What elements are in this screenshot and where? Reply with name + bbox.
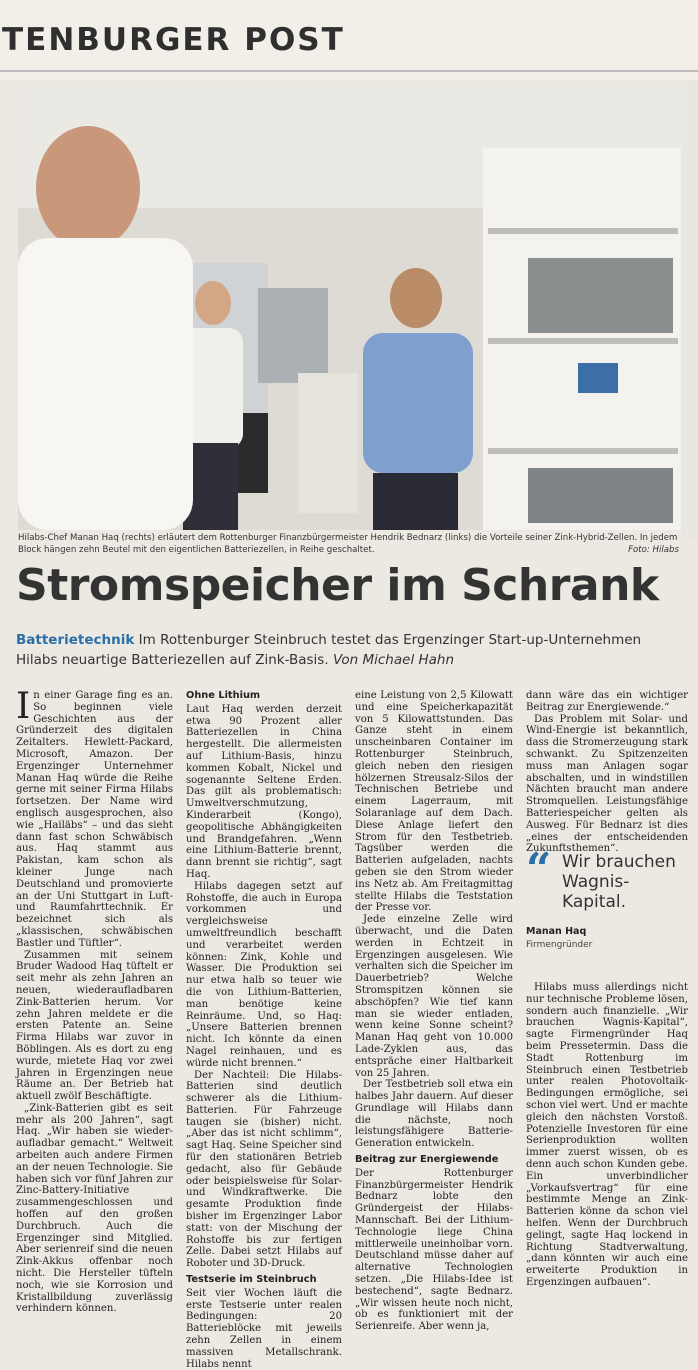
paragraph: Hilabs muss allerdings nicht nur technische Probleme lösen, sondern auch finanzielle. „Wir brauchen Wagnis-Kapital“, sagte Firmengründer Haq beim Pressetermin. Dass die Stadt Rottenburg im Steinbruch einen Testbetrieb unter realen Photovoltaik-Bedingungen ermögliche, sei schon viel wert. Und er machte gleich den nächsten Vorstoß. Potenzielle Investoren für eine Serienproduktion wollten immer zuerst wissen, ob es denn auch schon Kunden gebe. Ein unverbindlicher „Vorkaufsvertrag“ für eine bestimmte Menge an Zink-Batterien könne da schon viel helfen. Wenn der Durchbruch gelingt, sagte Haq lockend in Richtung Stadtverwaltung, „dann könnten wir auch eine erweiterte Produktion in Ergenzingen aufbauen“. [526,982,688,1288]
column-4 [526,690,688,855]
quote-author: Manan Haq [526,926,587,937]
paragraph: Das Problem mit Solar- und Wind-Energie ist bekanntlich, dass die Stromerzeugung stark schwankt. Zu Spitzenzeiten muss man Anlagen sogar abschalten, und in windstillen Nächten braucht man andere Stromquellen. Leistungsfähige Batteriespeicher gelten als Ausweg. Für Bednarz ist dies „eines der entscheidenden Zukunftsthemen“. [526,713,688,855]
headline: Stromspeicher im Schrank [16,560,659,611]
photo-credit: Foto: Hilabs [628,545,679,555]
article-photo [18,88,681,530]
quote-text: Wir brauchen Wagnis-Kapital. [562,852,676,912]
paragraph: Zusammen mit seinem Bruder Wadood Haq tüftelt er seit mehr als zehn Jahren an neuen, wiederaufladbaren Zink-Batterien herum. Vor zehn Jahren meldete er die ersten Patente an. Seine Firma Hilabs war zuvor in Böblingen. Als es dort zu eng wurde, mietete Haq vor zwei Jahren in Ergenzingen neue Räume an. Der Betrieb hat aktuell zwölf Beschäftigte. [16,949,173,1103]
quote-author-role: Firmengründer [526,940,593,950]
column-2 [186,690,342,1370]
paragraph: Seit vier Wochen läuft die erste Testserie unter realen Bedingungen: 20 Batterieblöcke mit jeweils zehn Zellen in einem massiven Metallschrank. Hilabs nennt [186,1287,342,1370]
lead-text: Im Rottenburger Steinbruch testet das Ergenzinger Start-up-Unternehmen Hilabs neuartige Batteriezellen auf Zink-Basis. [16,632,642,668]
paragraph: Hilabs dagegen setzt auf Rohstoffe, die auch in Europa vorkommen und vergleichsweise umweltfreundlich beschafft und verarbeitet werden können: Zink, Kohle und Wasser. Die Produktion sei nur etwa halb so teuer wie die von Lithium-Batterien, man benötige keine Reinräume. Und, so Haq: „Unsere Batterien brennen nicht. Ich könnte da einen Nagel reinhauen, und es würde nicht brennen.“ [186,880,342,1069]
quote-mark-icon: “ [526,844,552,895]
subheading: Ohne Lithium [186,690,261,701]
paragraph [16,686,173,950]
photo-illustration [18,88,681,530]
byline: Von Michael Hahn [332,652,455,668]
paragraph-text: n einer Garage fing es an. So beginnen viele Geschichten aus der Gründerzeit des digitalen Zeitalters. Hewlett-Packard, Microsoft, Amazon. Der Ergenzinger Unternehmer Manan Haq würde die Reihe gerne mit seiner Firma Hilabs fortsetzen. Der Name wird englisch ausgesprochen, also wie „Hailäbs“ – und das sieht dann fast schon Schwäbisch aus. Haq stammt aus Pakistan, kam schon als kleiner Junge nach Deutschland und promovierte an der Uni Stuttgart in Luft- und Raumfahrttechnik. Er bezeichnet sich als „klassischen, schwäbischen Bastler und Tüftler“. [16,690,173,949]
drop-cap: I [16,686,31,727]
newspaper-name: TENBURGER POST [2,22,345,58]
masthead-rule [0,70,698,72]
kicker: Batterietechnik [16,632,135,648]
photo-caption [18,532,681,556]
paragraph: Laut Haq werden derzeit etwa 90 Prozent aller Batteriezellen in China hergestellt. Die allermeisten auf Lithium-Basis, hinzu kommen Kobalt, Nickel und sogenannte Seltene Erden. Das gilt als problematisch: Umweltverschmutzung, Kinderarbeit (Kongo), geopolitische Abhängigkeiten und Brandgefahren. „Wenn eine Lithium-Batterie brennt, dann brennt sie richtig“, sagt Haq. [186,703,342,880]
side-teaser-strip [681,80,698,540]
caption-text: Hilabs-Chef Manan Haq (rechts) erläutert dem Rottenburger Finanzbürgermeister Hendrik Bednarz (links) die Vorteile seiner Zink-Hybrid-Zellen. In jedem Block hängen zehn Beutel mit den eigentlichen Batteriezellen, in Reihe geschaltet. [18,533,678,555]
lead-paragraph [16,630,684,670]
paragraph: dann wäre das ein wichtiger Beitrag zur Energiewende.“ [526,690,688,713]
column-1 [16,686,173,1315]
column-4-continued [526,982,688,1289]
paragraph: Jede einzelne Zelle wird überwacht, und die Daten werden in Echtzeit in Ergenzingen ausgelesen. Wie verhalten sich die Speicher im Dauerbetrieb? Welche Stromspitzen können sie abschöpfen? Wie tief kann man sie wieder entladen, wenn keine Sonne scheint? Manan Haq geht von 10.000 Lade-Zyklen aus, das entspräche einer Haltbarkeit von 25 Jahren. [355,914,513,1079]
paragraph: eine Leistung von 2,5 Kilowatt und eine Speicherkapazität von 5 Kilowattstunden. Das Ganze steht in einem unscheinbaren Container im Rottenburger Steinbruch, gleich neben den riesigen hölzernen Streusalz-Silos der Technischen Betriebe und einem Lagerraum, mit Solaranlage auf dem Dach. Diese Anlage liefert den Strom für den Testbetrieb. Tagsüber werden die Batterien aufgeladen, nachts geben sie den Strom wieder ins Netz ab. Am Freitagmittag stellte Hilabs die Teststation der Presse vor. [355,690,513,914]
paragraph: Der Rottenburger Finanzbürgermeister Hendrik Bednarz lobte den Gründergeist der Hilabs-Mannschaft. Bei der Lithium-Technologie liege China mittlerweile uneinholbar vorn. Deutschland müsse daher auf alternative Technologien setzen. „Die Hilabs-Idee ist bestechend“, sagte Bednarz. „Wir wissen heute noch nicht, ob es funktioniert mit der Serienreife. Aber wenn ja, [355,1167,513,1333]
column-3 [355,690,513,1333]
paragraph: Der Nachteil: Die Hilabs-Batterien sind deutlich schwerer als die Lithium-Batterien. Für Fahrzeuge taugen sie (bisher) nicht. „Aber das ist nicht schlimm“, sagt Haq. Seine Speicher sind für den stationären Betrieb gedacht, also für Gebäude oder beispielsweise für Solar- und Windkraftwerke. Die gesamte Produktion finde bisher im Ergenzinger Labor statt: von der Mischung der Rohstoffe bis zur fertigen Zelle. Dabei setzt Hilabs auf Roboter und 3D-Druck. [186,1069,342,1270]
subheading: Beitrag zur Energiewende [355,1154,499,1166]
masthead [0,0,698,80]
paragraph: „Zink-Batterien gibt es seit mehr als 200 Jahren“, sagt Haq. „Wir haben sie wieder-aufladbar gemacht.“ Weltweit arbeiten auch andere Firmen an der neuen Technologie. Sie haben sich vor fünf Jahren zur Zinc-Battery-Initiative zusammengeschlossen und hoffen auf den großen Durchbruch. Auch die Ergenzinger sind Mitglied. Aber serienreif sind die neuen Zink-Akkus offenbar noch nicht. Die Hersteller tüfteln noch, wie sie Korrosion und Kristallbildung zuverlässig verhindern können. [16,1102,173,1315]
paragraph: Der Testbetrieb soll etwa ein halbes Jahr dauern. Auf dieser Grundlage will Hilabs dann die nächste, noch leistungsfähigere Batterie-Generation entwickeln. [355,1079,513,1150]
subheading: Testserie im Steinbruch [186,1274,317,1286]
